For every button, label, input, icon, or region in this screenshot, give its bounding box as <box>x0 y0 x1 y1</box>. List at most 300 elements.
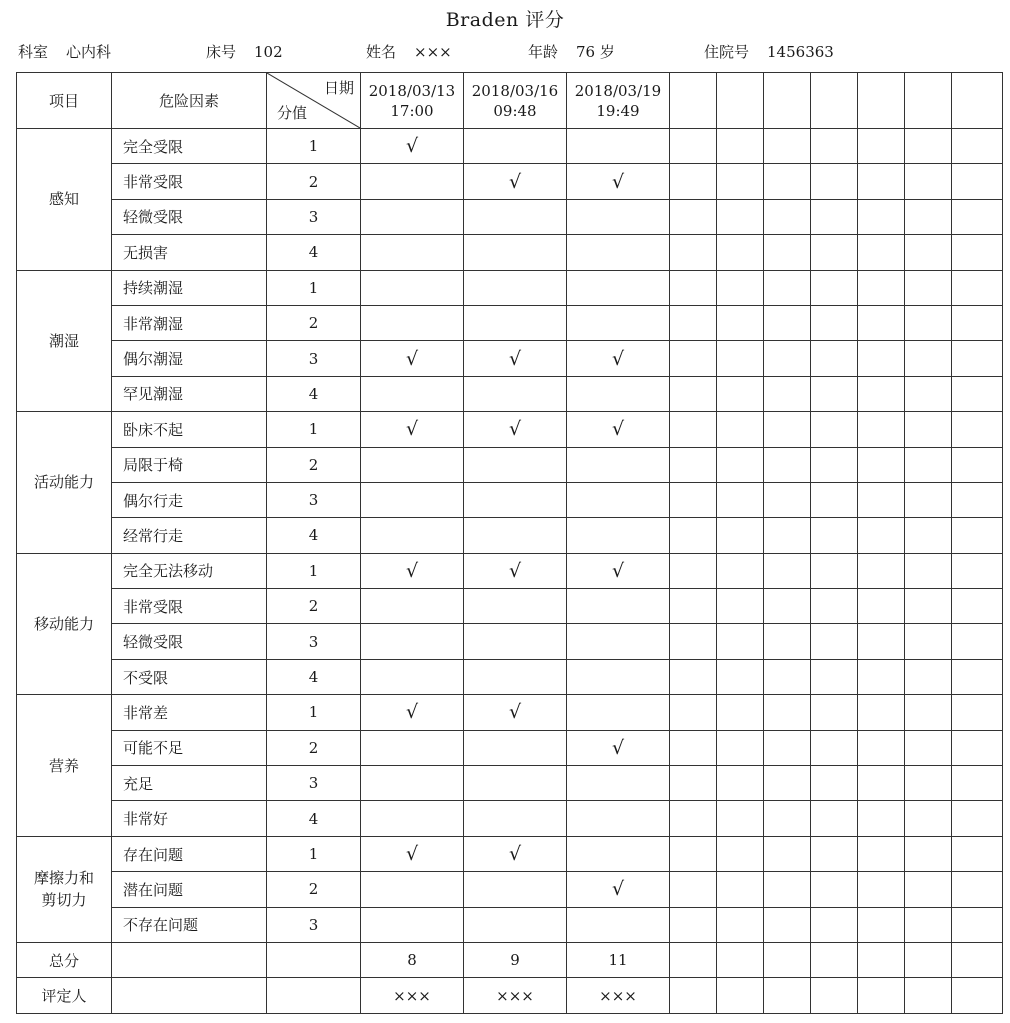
risk-factor: 不存在问题 <box>112 907 267 942</box>
score-value: 3 <box>267 341 361 376</box>
assessment-cell <box>464 376 567 411</box>
table-row <box>17 553 1003 588</box>
risk-factor: 卧床不起 <box>112 412 267 447</box>
assessment-cell <box>361 270 464 305</box>
table-footer-row <box>17 978 1003 1013</box>
score-value: 1 <box>267 836 361 871</box>
patient-field-value: ××× <box>414 43 452 61</box>
blank-cell <box>952 164 1003 199</box>
blank-cell <box>858 199 905 234</box>
blank-cell <box>811 412 858 447</box>
assessment-cell <box>464 872 567 907</box>
check-mark-icon: √ <box>611 170 625 193</box>
blank-cell <box>717 447 764 482</box>
assessment-cell <box>567 836 670 871</box>
blank-cell <box>811 801 858 836</box>
assessment-cell <box>361 199 464 234</box>
blank-cell <box>764 376 811 411</box>
table-row <box>17 305 1003 340</box>
blank-cell <box>717 695 764 730</box>
assessment-cell <box>464 270 567 305</box>
blank-cell <box>112 978 267 1013</box>
blank-header-cell <box>905 73 952 129</box>
patient-field-label: 科室 <box>18 43 49 61</box>
blank-cell <box>811 553 858 588</box>
blank-cell <box>267 978 361 1013</box>
check-mark-icon: √ <box>405 559 419 582</box>
table-row <box>17 695 1003 730</box>
blank-cell <box>905 270 952 305</box>
assessment-cell <box>361 801 464 836</box>
risk-factor: 罕见潮湿 <box>112 376 267 411</box>
blank-cell <box>952 305 1003 340</box>
risk-factor: 完全受限 <box>112 129 267 164</box>
blank-cell <box>858 518 905 553</box>
blank-cell <box>670 942 717 977</box>
blank-cell <box>670 801 717 836</box>
header-date-3 <box>567 73 670 129</box>
blank-cell <box>717 482 764 517</box>
assessment-cell <box>464 624 567 659</box>
assessment-cell <box>567 305 670 340</box>
blank-cell <box>670 589 717 624</box>
blank-cell <box>905 412 952 447</box>
blank-cell <box>764 836 811 871</box>
category-name <box>17 412 112 554</box>
blank-cell <box>858 305 905 340</box>
patient-field-label: 年龄 <box>528 43 559 61</box>
blank-cell <box>905 766 952 801</box>
table-footer-row <box>17 942 1003 977</box>
blank-cell <box>717 164 764 199</box>
blank-cell <box>764 589 811 624</box>
check-mark-icon: √ <box>405 843 419 865</box>
blank-cell <box>905 624 952 659</box>
blank-cell <box>670 978 717 1013</box>
blank-cell <box>952 872 1003 907</box>
blank-cell <box>670 235 717 270</box>
blank-cell <box>952 624 1003 659</box>
assessment-cell <box>361 624 464 659</box>
score-value: 1 <box>267 412 361 447</box>
table-row <box>17 589 1003 624</box>
assessment-cell <box>464 129 567 164</box>
blank-cell <box>811 978 858 1013</box>
blank-cell <box>670 659 717 694</box>
table-row <box>17 659 1003 694</box>
blank-cell <box>670 482 717 517</box>
check-mark-icon: √ <box>611 878 625 901</box>
assessment-cell <box>567 589 670 624</box>
blank-cell <box>764 305 811 340</box>
score-value: 2 <box>267 589 361 624</box>
blank-cell <box>858 553 905 588</box>
blank-cell <box>905 836 952 871</box>
risk-factor: 偶尔行走 <box>112 482 267 517</box>
assessment-cell <box>361 659 464 694</box>
blank-cell <box>811 164 858 199</box>
blank-cell <box>905 801 952 836</box>
blank-cell <box>952 518 1003 553</box>
assessment-cell <box>567 907 670 942</box>
blank-cell <box>858 801 905 836</box>
blank-cell <box>670 695 717 730</box>
blank-cell <box>858 412 905 447</box>
assessment-cell <box>361 695 464 730</box>
score-value: 2 <box>267 164 361 199</box>
blank-cell <box>905 164 952 199</box>
table-row <box>17 447 1003 482</box>
assessment-cell <box>464 730 567 765</box>
risk-factor: 持续潮湿 <box>112 270 267 305</box>
footer-label: 评定人 <box>17 978 112 1013</box>
blank-cell <box>717 730 764 765</box>
assessment-cell <box>567 341 670 376</box>
blank-cell <box>858 589 905 624</box>
risk-factor: 非常好 <box>112 801 267 836</box>
blank-cell <box>764 482 811 517</box>
blank-cell <box>811 766 858 801</box>
category-name-line: 摩擦力和 <box>33 869 94 888</box>
assessment-cell <box>464 305 567 340</box>
assessment-cell <box>567 164 670 199</box>
header-date-1 <box>361 73 464 129</box>
assessment-cell <box>567 412 670 447</box>
assessment-cell <box>361 872 464 907</box>
blank-cell <box>952 730 1003 765</box>
assessment-cell <box>464 907 567 942</box>
blank-cell <box>670 376 717 411</box>
blank-cell <box>905 589 952 624</box>
score-value: 3 <box>267 199 361 234</box>
patient-field-label: 床号 <box>206 43 237 61</box>
blank-header-cell <box>670 73 717 129</box>
blank-cell <box>905 907 952 942</box>
blank-cell <box>952 447 1003 482</box>
assessment-cell <box>567 270 670 305</box>
check-mark-icon: √ <box>508 701 522 724</box>
blank-cell <box>952 907 1003 942</box>
table-row <box>17 376 1003 411</box>
blank-cell <box>764 235 811 270</box>
table-row <box>17 872 1003 907</box>
assessment-cell <box>361 305 464 340</box>
risk-factor: 轻微受限 <box>112 199 267 234</box>
assessment-cell <box>567 766 670 801</box>
blank-cell <box>717 341 764 376</box>
blank-cell <box>858 447 905 482</box>
header-diagonal-cell <box>267 73 361 129</box>
blank-cell <box>905 376 952 411</box>
check-mark-icon: √ <box>611 418 625 441</box>
blank-cell <box>670 624 717 659</box>
blank-cell <box>858 907 905 942</box>
blank-cell <box>764 907 811 942</box>
blank-cell <box>717 872 764 907</box>
blank-cell <box>764 412 811 447</box>
category-name <box>17 695 112 837</box>
blank-cell <box>764 624 811 659</box>
blank-cell <box>811 518 858 553</box>
blank-cell <box>905 730 952 765</box>
patient-field <box>206 40 283 64</box>
blank-cell <box>764 872 811 907</box>
check-mark-icon: √ <box>508 170 522 193</box>
blank-cell <box>670 129 717 164</box>
blank-cell <box>905 978 952 1013</box>
risk-factor: 偶尔潮湿 <box>112 341 267 376</box>
blank-cell <box>905 129 952 164</box>
blank-cell <box>764 659 811 694</box>
score-value: 1 <box>267 270 361 305</box>
score-value: 1 <box>267 553 361 588</box>
blank-cell <box>952 482 1003 517</box>
table-row <box>17 412 1003 447</box>
assessment-cell <box>464 518 567 553</box>
blank-header-cell <box>764 73 811 129</box>
patient-field-label: 住院号 <box>704 43 750 61</box>
blank-cell <box>717 553 764 588</box>
assessment-cell <box>464 836 567 871</box>
blank-cell <box>952 695 1003 730</box>
score-value: 3 <box>267 766 361 801</box>
category-name-line: 感知 <box>48 190 79 209</box>
blank-cell <box>670 872 717 907</box>
assessment-cell <box>464 553 567 588</box>
blank-cell <box>905 553 952 588</box>
assessment-cell <box>567 695 670 730</box>
category-name <box>17 270 112 412</box>
blank-cell <box>670 199 717 234</box>
assessment-cell <box>567 730 670 765</box>
blank-cell <box>764 766 811 801</box>
table-row <box>17 164 1003 199</box>
assessment-cell <box>567 659 670 694</box>
score-value: 4 <box>267 801 361 836</box>
blank-cell <box>811 447 858 482</box>
blank-cell <box>952 659 1003 694</box>
assessment-cell <box>567 801 670 836</box>
blank-cell <box>858 836 905 871</box>
blank-cell <box>858 482 905 517</box>
assessment-cell <box>464 801 567 836</box>
assessment-cell <box>361 482 464 517</box>
blank-cell <box>858 270 905 305</box>
time-value: 19:49 <box>596 101 640 120</box>
risk-factor: 不受限 <box>112 659 267 694</box>
header-item: 项目 <box>17 73 112 129</box>
blank-cell <box>952 589 1003 624</box>
blank-header-cell <box>952 73 1003 129</box>
blank-cell <box>112 942 267 977</box>
blank-header-cell <box>811 73 858 129</box>
assessment-cell <box>464 341 567 376</box>
blank-cell <box>952 766 1003 801</box>
assessment-cell <box>567 624 670 659</box>
blank-cell <box>811 836 858 871</box>
blank-cell <box>670 270 717 305</box>
blank-cell <box>811 624 858 659</box>
blank-cell <box>952 235 1003 270</box>
assessment-cell <box>567 482 670 517</box>
blank-cell <box>952 376 1003 411</box>
score-value: 2 <box>267 447 361 482</box>
risk-factor: 无损害 <box>112 235 267 270</box>
table-row <box>17 766 1003 801</box>
assessment-cell <box>464 164 567 199</box>
patient-field-label: 姓名 <box>366 43 397 61</box>
date-value: 2018/03/13 <box>368 81 456 100</box>
blank-cell <box>764 801 811 836</box>
blank-cell <box>717 766 764 801</box>
assessment-cell <box>567 872 670 907</box>
page-title: Braden 评分 <box>445 9 565 31</box>
score-value: 2 <box>267 872 361 907</box>
blank-cell <box>858 872 905 907</box>
blank-cell <box>811 376 858 411</box>
blank-cell <box>952 341 1003 376</box>
assessment-cell <box>361 164 464 199</box>
blank-cell <box>952 129 1003 164</box>
blank-cell <box>811 270 858 305</box>
blank-cell <box>858 376 905 411</box>
table-row <box>17 836 1003 871</box>
risk-factor: 非常潮湿 <box>112 305 267 340</box>
assessment-cell <box>361 766 464 801</box>
category-name-line: 剪切力 <box>41 891 87 910</box>
assessment-cell <box>464 695 567 730</box>
assessment-cell <box>567 518 670 553</box>
risk-factor: 非常差 <box>112 695 267 730</box>
assessment-cell <box>361 836 464 871</box>
blank-cell <box>858 235 905 270</box>
blank-cell <box>764 553 811 588</box>
blank-cell <box>811 341 858 376</box>
time-value: 09:48 <box>493 101 537 120</box>
assessment-cell <box>464 589 567 624</box>
score-value: 4 <box>267 376 361 411</box>
assessment-cell <box>361 341 464 376</box>
table-row <box>17 907 1003 942</box>
assessment-cell <box>361 589 464 624</box>
score-value: 2 <box>267 305 361 340</box>
blank-cell <box>952 836 1003 871</box>
risk-factor: 轻微受限 <box>112 624 267 659</box>
blank-cell <box>670 836 717 871</box>
table-row <box>17 199 1003 234</box>
blank-cell <box>811 589 858 624</box>
blank-cell <box>670 766 717 801</box>
assessment-cell <box>464 482 567 517</box>
check-mark-icon: √ <box>611 559 625 582</box>
blank-cell <box>952 978 1003 1013</box>
assessment-cell <box>567 553 670 588</box>
blank-cell <box>717 907 764 942</box>
category-name-line: 营养 <box>48 756 79 775</box>
blank-cell <box>670 553 717 588</box>
risk-factor: 可能不足 <box>112 730 267 765</box>
assessment-cell <box>361 376 464 411</box>
footer-value: ××× <box>464 978 567 1013</box>
patient-field <box>528 40 615 64</box>
table-row <box>17 801 1003 836</box>
blank-cell <box>905 447 952 482</box>
braden-score-table <box>16 72 1003 1014</box>
blank-cell <box>717 942 764 977</box>
assessment-cell <box>464 412 567 447</box>
blank-cell <box>811 695 858 730</box>
blank-cell <box>858 164 905 199</box>
blank-cell <box>905 199 952 234</box>
patient-field <box>366 40 452 64</box>
score-value: 1 <box>267 695 361 730</box>
blank-cell <box>811 907 858 942</box>
blank-cell <box>858 942 905 977</box>
assessment-cell <box>361 907 464 942</box>
assessment-cell <box>361 447 464 482</box>
category-name <box>17 553 112 695</box>
assessment-cell <box>464 447 567 482</box>
blank-header-cell <box>717 73 764 129</box>
blank-cell <box>717 129 764 164</box>
footer-value: 11 <box>567 942 670 977</box>
score-value: 1 <box>267 129 361 164</box>
blank-cell <box>764 129 811 164</box>
patient-field-value: 76 岁 <box>576 43 615 61</box>
blank-cell <box>764 447 811 482</box>
blank-cell <box>764 341 811 376</box>
blank-cell <box>670 412 717 447</box>
risk-factor: 充足 <box>112 766 267 801</box>
blank-cell <box>267 942 361 977</box>
blank-cell <box>952 412 1003 447</box>
assessment-cell <box>567 199 670 234</box>
blank-cell <box>952 801 1003 836</box>
blank-cell <box>670 518 717 553</box>
score-value: 3 <box>267 907 361 942</box>
blank-cell <box>717 659 764 694</box>
patient-field-value: 1456363 <box>767 43 834 61</box>
blank-cell <box>952 553 1003 588</box>
blank-cell <box>905 482 952 517</box>
blank-cell <box>717 624 764 659</box>
date-value: 2018/03/19 <box>574 81 662 100</box>
assessment-cell <box>361 518 464 553</box>
blank-cell <box>811 305 858 340</box>
date-value: 2018/03/16 <box>471 81 559 100</box>
patient-field <box>704 40 834 64</box>
assessment-cell <box>464 199 567 234</box>
blank-cell <box>811 482 858 517</box>
blank-cell <box>905 659 952 694</box>
table-row <box>17 730 1003 765</box>
blank-cell <box>717 801 764 836</box>
blank-cell <box>952 199 1003 234</box>
assessment-cell <box>361 129 464 164</box>
table-header-row <box>17 73 1003 129</box>
table-row <box>17 270 1003 305</box>
risk-factor: 完全无法移动 <box>112 553 267 588</box>
assessment-cell <box>361 730 464 765</box>
check-mark-icon: √ <box>508 843 522 865</box>
blank-cell <box>717 978 764 1013</box>
footer-value: ××× <box>567 978 670 1013</box>
risk-factor: 经常行走 <box>112 518 267 553</box>
category-name <box>17 129 112 271</box>
assessment-cell <box>361 553 464 588</box>
blank-cell <box>905 518 952 553</box>
blank-cell <box>717 376 764 411</box>
